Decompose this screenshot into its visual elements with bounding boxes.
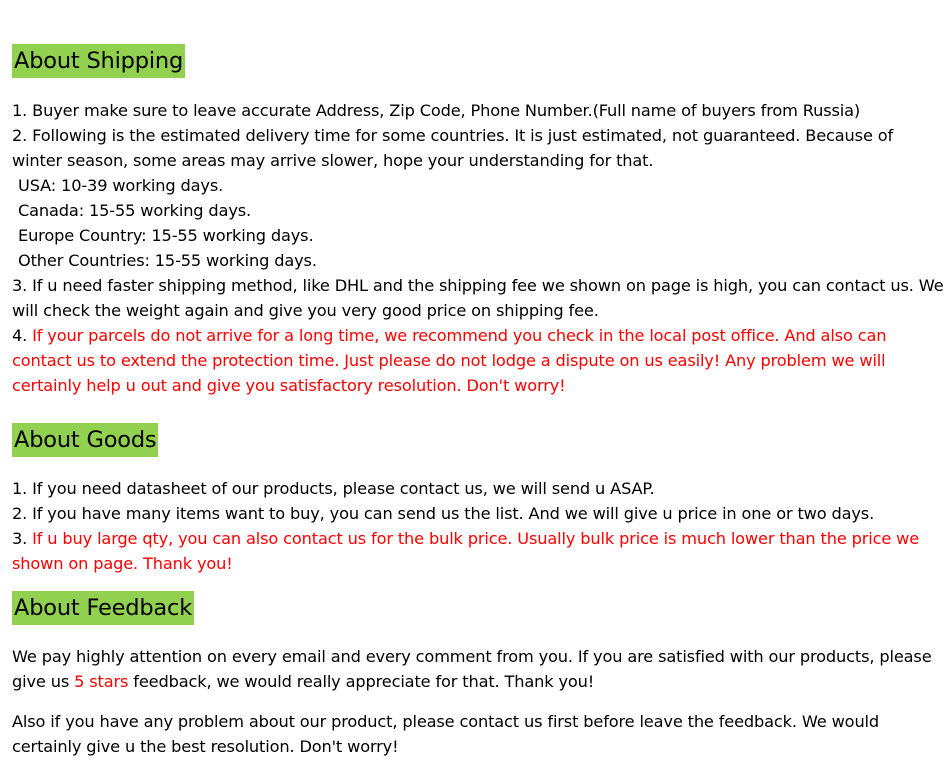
goods-item-1: 1. If you need datasheet of our products, please contact us, we will send u ASAP. xyxy=(12,479,655,498)
shipping-item-3: 3. If u need faster shipping method, like DHL and the shipping fee we shown on page is high, you can contact us. We will check the weight again and give you very good price on shipping fee. xyxy=(12,276,944,320)
goods-item-3-number: 3. xyxy=(12,529,33,548)
goods-section-body xyxy=(12,476,944,576)
shipping-item-4-warning: If your parcels do not arrive for a long time, we recommend you check in the local post office. And also can contact us to extend the protection time. Just please do not lodge a dispute on us easily! Any problem we will certainly help u out and give you satisfactory resolution. Don't worry! xyxy=(12,326,887,395)
five-stars-highlight: 5 stars xyxy=(74,672,129,691)
goods-item-3 xyxy=(12,526,944,576)
shipping-item-4 xyxy=(12,323,944,398)
delivery-time-other: Other Countries: 15-55 working days. xyxy=(18,251,317,270)
feedback-paragraph-1-end: feedback, we would really appreciate for that. Thank you! xyxy=(128,672,595,691)
shipping-item-4-number: 4. xyxy=(12,326,33,345)
goods-section-title: About Goods xyxy=(12,423,158,457)
shipping-section-body xyxy=(12,98,944,398)
feedback-paragraph-1-start: We pay highly attention on every email and every comment from you. If you are satisfied with our products, please give us xyxy=(12,647,932,691)
feedback-section-title: About Feedback xyxy=(12,591,194,625)
shipping-section-title: About Shipping xyxy=(12,44,185,78)
goods-item-3-bulk-price: If u buy large qty, you can also contact us for the bulk price. Usually bulk price is much lower than the price we shown on page. Thank you! xyxy=(12,529,920,573)
delivery-time-canada: Canada: 15-55 working days. xyxy=(18,201,252,220)
feedback-paragraph-1 xyxy=(12,644,944,694)
delivery-time-usa: USA: 10-39 working days. xyxy=(18,176,224,195)
shipping-item-2: 2. Following is the estimated delivery time for some countries. It is just estimated, not guaranteed. Because of winter season, some areas may arrive slower, hope your understanding for that. xyxy=(12,126,894,170)
shipping-item-1: 1. Buyer make sure to leave accurate Address, Zip Code, Phone Number.(Full name of buyers from Russia) xyxy=(12,101,861,120)
delivery-time-europe: Europe Country: 15-55 working days. xyxy=(18,226,314,245)
goods-item-2: 2. If you have many items want to buy, you can send us the list. And we will give u price in one or two days. xyxy=(12,504,875,523)
feedback-paragraph-2: Also if you have any problem about our product, please contact us first before leave the feedback. We would certainly give u the best resolution. Don't worry! xyxy=(12,712,880,756)
feedback-section-body xyxy=(12,644,944,759)
